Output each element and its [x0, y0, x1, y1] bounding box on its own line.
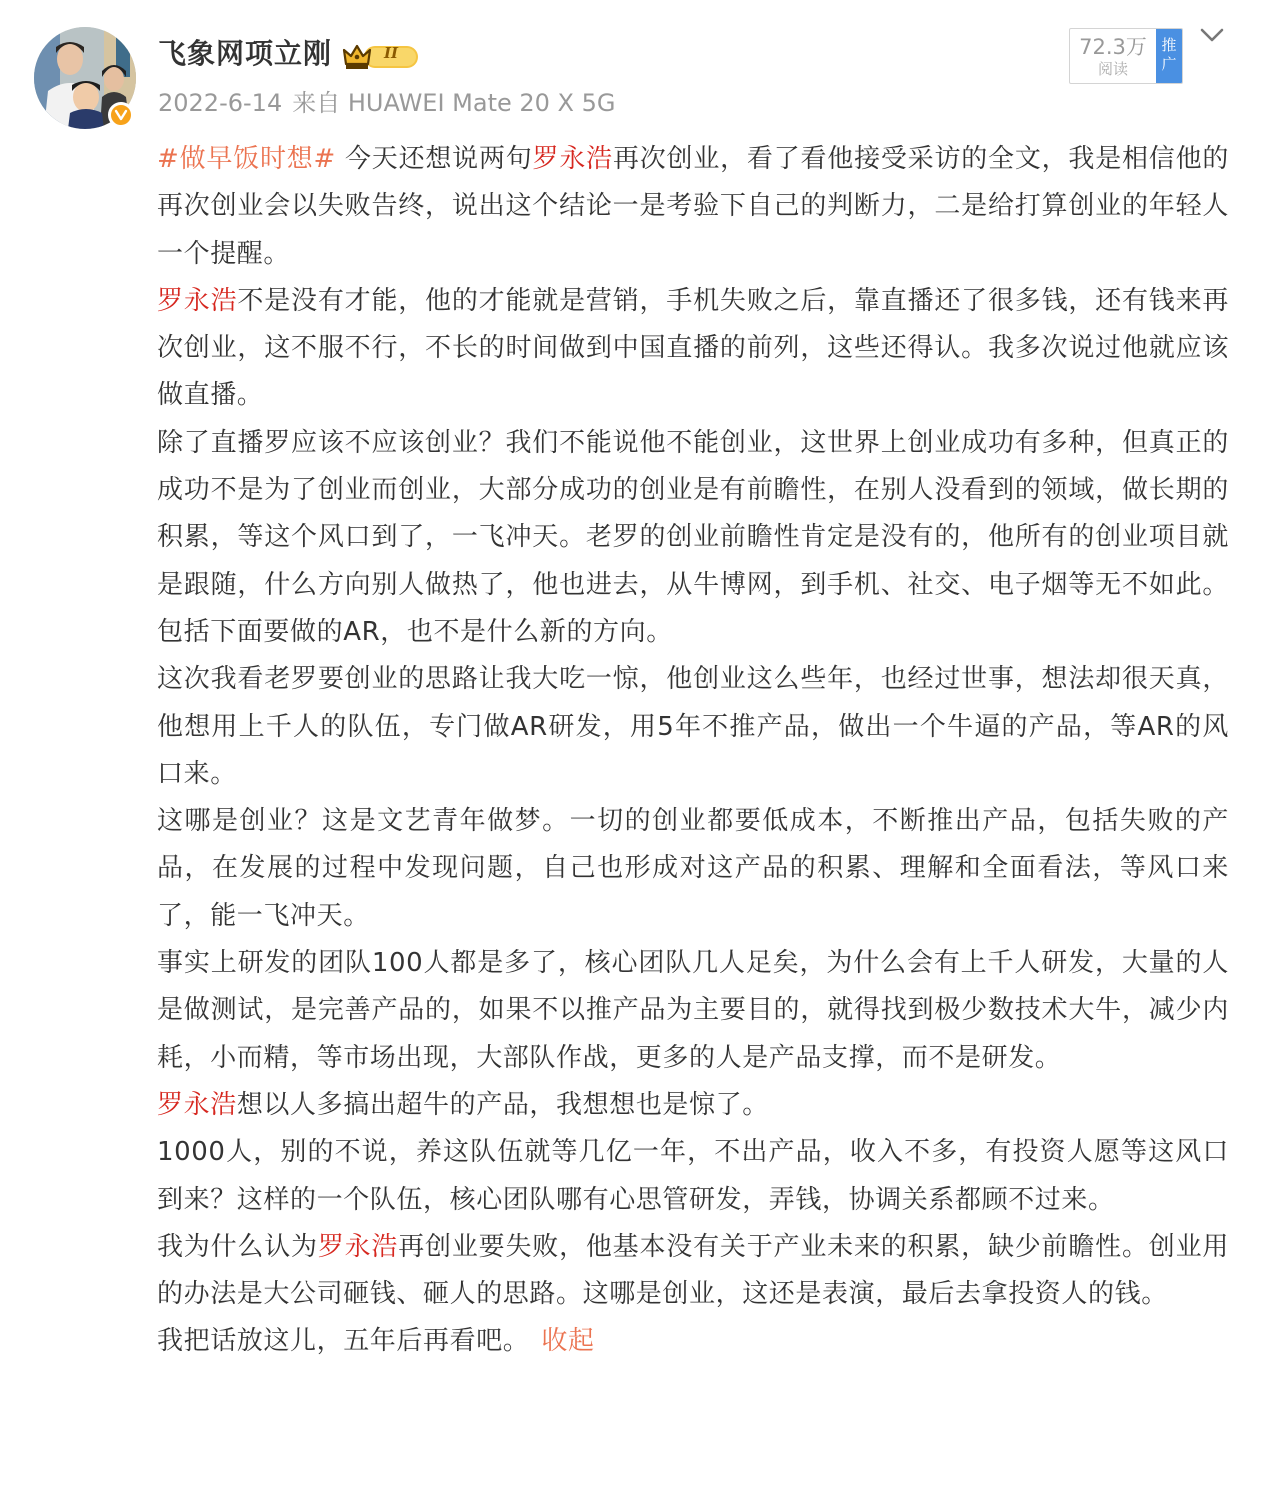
mention-keyword[interactable]: 罗永浩 [157, 1089, 237, 1120]
paragraph-6: 事实上研发的团队100人都是多了，核心团队几人足矣，为什么会有上千人研发，大量的人是做测试，是完善产品的，如果不以推产品为主要目的，就得找到极少数技术大牛，减少内耗，小而精，等市场出现，大部队作战，更多的人是产品支撑，而不是研发。 [157, 948, 1229, 1073]
text: 不是没有才能，他的才能就是营销，手机失败之后，靠直播还了很多钱，还有钱来再次创业，这不服不行，不长的时间做到中国直播的前列，这些还得认。我多次说过他就应该做直播。 [157, 285, 1229, 411]
text: 今天还想说两句 [335, 144, 533, 174]
post-date[interactable]: 2022-6-14 [158, 89, 283, 117]
verified-badge-icon [108, 102, 134, 128]
vip-level: II [384, 44, 399, 62]
text: 再创业要失败，他基本没有关于产业未来的积累，缺少前瞻性。创业用的办法是大公司砸钱、砸人的思路。这哪是创业，这还是表演，最后去拿投资人的钱。 [157, 1231, 1229, 1310]
post-meta [158, 86, 626, 120]
topic-link[interactable]: #做早饭时想# [157, 144, 336, 174]
text: 我为什么认为 [157, 1231, 318, 1262]
read-count: 72.3万 [1079, 35, 1147, 59]
username[interactable]: 飞象网项立刚 [158, 37, 333, 70]
paragraph-7 [157, 1082, 1229, 1129]
text: 我把话放这儿，五年后再看吧。 [157, 1326, 530, 1357]
paragraph-2 [157, 278, 1229, 420]
mention-keyword[interactable]: 罗永浩 [317, 1231, 399, 1262]
text: 再次创业，看了看他接受采访的全文，我是相信他的再次创业会以失败告终，说出这个结论一是考验下自己的判断力，二是给打算创业的年轻人一个提醒。 [157, 144, 1229, 269]
read-count-box[interactable] [1069, 28, 1183, 84]
vip-crown-icon[interactable] [342, 40, 420, 72]
promote-label-1: 推 [1161, 36, 1177, 54]
text: 想以人多搞出超牛的产品，我想想也是惊了。 [236, 1089, 769, 1120]
paragraph-8: 1000人，别的不说，养这队伍就等几亿一年，不出产品，收入不多，有投资人愿等这风口到来？这样的一个队伍，核心团队哪有心思管研发，弄钱，协调关系都顾不过来。 [157, 1137, 1229, 1215]
read-label: 阅读 [1097, 60, 1128, 78]
chevron-down-icon[interactable] [1196, 22, 1228, 50]
mention-keyword[interactable]: 罗永浩 [532, 144, 613, 174]
post-header [0, 0, 1280, 135]
promote-label-2: 广 [1161, 55, 1177, 73]
mention-keyword[interactable]: 罗永浩 [157, 285, 238, 316]
paragraph-10 [157, 1318, 1229, 1365]
paragraph-1 [157, 136, 1229, 278]
paragraph-5: 这哪是创业？这是文艺青年做梦。一切的创业都要低成本，不断推出产品，包括失败的产品，在发展的过程中发现问题，自己也形成对这产品的积累、理解和全面看法，等风口来了，能一飞冲天。 [157, 806, 1229, 931]
paragraph-9 [157, 1224, 1229, 1319]
promote-button[interactable] [1156, 29, 1182, 83]
post-body [157, 136, 1229, 1366]
post-source: 来自 HUAWEI Mate 20 X 5G [292, 89, 616, 117]
collapse-link[interactable]: 收起 [541, 1326, 595, 1357]
paragraph-4: 这次我看老罗要创业的思路让我大吃一惊，他创业这么些年，也经过世事，想法却很天真，他想用上千人的队伍，专门做AR研发，用5年不推产品，做出一个牛逼的产品，等AR的风口来。 [157, 664, 1229, 789]
paragraph-3: 除了直播罗应该不应该创业？我们不能说他不能创业，这世界上创业成功有多种，但真正的成功不是为了创业而创业，大部分成功的创业是有前瞻性，在别人没看到的领域，做长期的积累，等这个风口到了，一飞冲天。老罗的创业前瞻性肯定是没有的，他所有的创业项目就是跟随，什么方向别人做热了，他也进去，从牛博网，到手机、社交、电子烟等无不如此。包括下面要做的AR，也不是什么新的方向。 [157, 427, 1229, 647]
